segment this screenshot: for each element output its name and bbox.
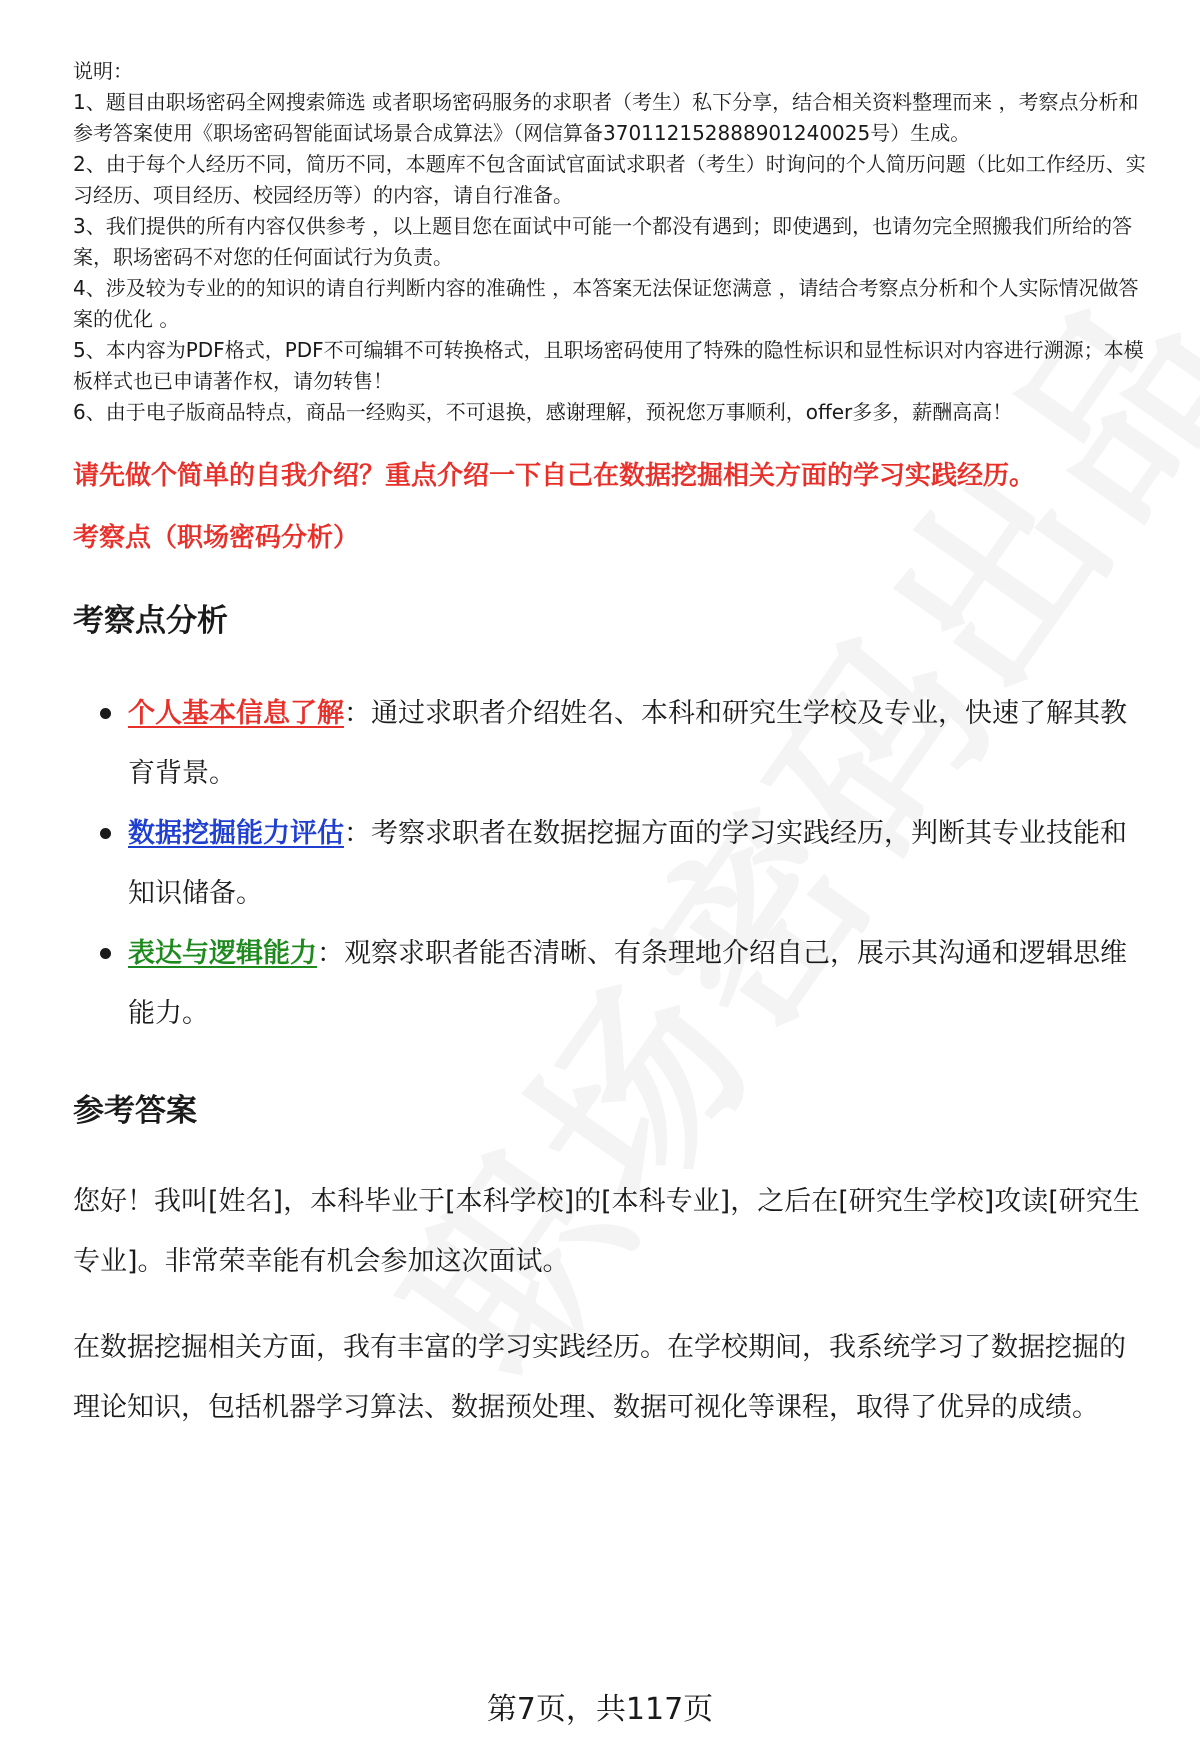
- note-item-5: 5、本内容为PDF格式，PDF不可编辑不可转换格式，且职场密码使用了特殊的隐性标识和显性标识对内容进行溯源；本模板样式也已申请著作权，请勿转售！: [73, 338, 1144, 393]
- note-item-6: 6、由于电子版商品特点，商品一经购买，不可退换，感谢理解，预祝您万事顺利，offer多多，薪酬高高！: [73, 400, 1013, 424]
- note-item-3: 3、我们提供的所有内容仅供参考 ，以上题目您在面试中可能一个都没有遇到；即使遇到，也请勿完全照搬我们所给的答案，职场密码不对您的任何面试行为负责。: [73, 214, 1133, 269]
- analysis-point-2: [128, 804, 1152, 924]
- point-keyword-2: 数据挖掘能力评估: [128, 818, 344, 849]
- answer-paragraph-2: 在数据挖掘相关方面，我有丰富的学习实践经历。在学校期间，我系统学习了数据挖掘的理论知识，包括机器学习算法、数据预处理、数据可视化等课程，取得了优异的成绩。: [73, 1332, 1126, 1423]
- point-text-2: ：考察求职者在数据挖掘方面的学习实践经历，判断其专业技能和知识储备。: [128, 818, 1127, 909]
- note-item-1: 1、题目由职场密码全网搜索筛选 或者职场密码服务的求职者（考生）私下分享，结合相关资料整理而来 ，考察点分析和参考答案使用《职场密码智能面试场景合成算法》（网信算备370112152888901240025号）生成。: [73, 90, 1139, 145]
- page-number: 第7页，共117页: [486, 1692, 714, 1727]
- analysis-points: [73, 684, 1152, 1044]
- notes-section: [73, 0, 1152, 428]
- answer-paragraph-1: 您好！我叫[姓名]，本科毕业于[本科学校]的[本科专业]，之后在[研究生学校]攻读[研究生专业]。非常荣幸能有机会参加这次面试。: [73, 1186, 1140, 1277]
- answer-title: 参考答案: [73, 1093, 197, 1129]
- interview-question: 请先做个简单的自我介绍？重点介绍一下自己在数据挖掘相关方面的学习实践经历。: [73, 461, 1036, 491]
- note-item-4: 4、涉及较为专业的的知识的请自行判断内容的准确性 ，本答案无法保证您满意 ，请结合考察点分析和个人实际情况做答案的优化 。: [73, 276, 1139, 331]
- point-text-1: ：通过求职者介绍姓名、本科和研究生学校及专业，快速了解其教育背景。: [128, 698, 1127, 789]
- point-keyword-1: 个人基本信息了解: [128, 698, 344, 729]
- analysis-point-1: [128, 684, 1152, 804]
- analysis-title: 考察点分析: [73, 603, 228, 639]
- analysis-point-3: [128, 924, 1152, 1044]
- exam-point-label: 考察点（职场密码分析）: [73, 523, 360, 553]
- note-item-2: 2、由于每个人经历不同，简历不同，本题库不包含面试官面试求职者（考生）时询问的个人简历问题（比如工作经历、实习经历、项目经历、校园经历等）的内容，请自行准备。: [73, 152, 1146, 207]
- bullet-icon: [100, 828, 111, 839]
- point-text-3: ：观察求职者能否清晰、有条理地介绍自己，展示其沟通和逻辑思维能力。: [128, 938, 1127, 1029]
- notes-title: 说明：: [73, 59, 133, 83]
- bullet-icon: [100, 948, 111, 959]
- point-keyword-3: 表达与逻辑能力: [128, 938, 317, 969]
- bullet-icon: [100, 708, 111, 719]
